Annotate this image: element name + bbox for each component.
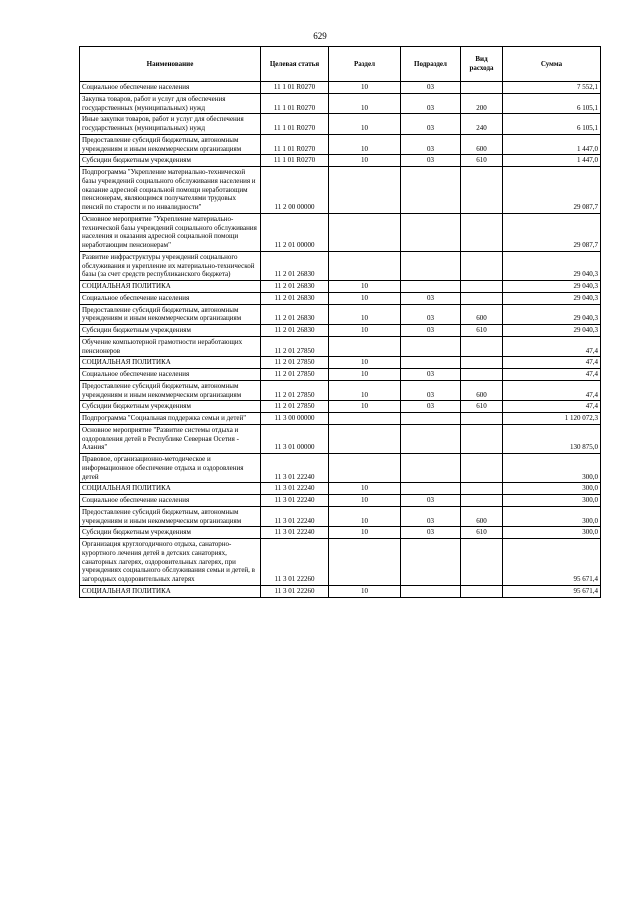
cell-sum: 300,0	[503, 495, 601, 507]
table-row	[80, 401, 601, 413]
cell-name: Правовое, организационно-методическое и информационное обеспечение отдыха и оздоровления детей	[80, 454, 261, 483]
cell-section: 10	[329, 506, 401, 527]
table-row	[80, 336, 601, 357]
cell-expense-type	[461, 336, 503, 357]
table-row	[80, 93, 601, 114]
cell-name: Субсидии бюджетным учреждениям	[80, 155, 261, 167]
cell-name: Социальное обеспечение населения	[80, 292, 261, 304]
cell-name: Предоставление субсидий бюджетным, автономным учреждениям и иным некоммерческим организациям	[80, 304, 261, 325]
cell-sum: 1 447,0	[503, 155, 601, 167]
cell-subsection	[401, 167, 461, 214]
cell-name: Предоставление субсидий бюджетным, автономным учреждениям и иным некоммерческим организациям	[80, 506, 261, 527]
cell-expense-type	[461, 369, 503, 381]
cell-section: 10	[329, 369, 401, 381]
cell-target: 11 3 01 22240	[261, 483, 329, 495]
cell-section: 10	[329, 527, 401, 539]
cell-subsection: 03	[401, 292, 461, 304]
cell-expense-type: 610	[461, 527, 503, 539]
cell-subsection	[401, 539, 461, 586]
cell-subsection: 03	[401, 506, 461, 527]
cell-expense-type	[461, 454, 503, 483]
cell-expense-type	[461, 251, 503, 280]
cell-name: Предоставление субсидий бюджетным, автономным учреждениям и иным некоммерческим организациям	[80, 380, 261, 401]
table-row	[80, 424, 601, 453]
cell-target: 11 3 00 00000	[261, 413, 329, 425]
cell-subsection: 03	[401, 380, 461, 401]
cell-sum: 1 447,0	[503, 134, 601, 155]
cell-sum: 300,0	[503, 506, 601, 527]
cell-section	[329, 167, 401, 214]
cell-sum: 47,4	[503, 357, 601, 369]
cell-target: 11 2 01 27850	[261, 357, 329, 369]
cell-section: 10	[329, 380, 401, 401]
cell-section: 10	[329, 82, 401, 94]
column-header-expense-type: Вид расхода	[461, 47, 503, 82]
cell-target: 11 2 01 27850	[261, 369, 329, 381]
cell-expense-type	[461, 495, 503, 507]
cell-sum: 300,0	[503, 527, 601, 539]
column-header-sum: Сумма	[503, 47, 601, 82]
cell-subsection	[401, 251, 461, 280]
cell-name: Социальное обеспечение населения	[80, 369, 261, 381]
cell-name: Закупка товаров, работ и услуг для обеспечения государственных (муниципальных) нужд	[80, 93, 261, 114]
column-header-subsection: Подраздел	[401, 47, 461, 82]
cell-section	[329, 424, 401, 453]
cell-target: 11 2 01 26830	[261, 325, 329, 337]
table-row	[80, 134, 601, 155]
column-header-section: Раздел	[329, 47, 401, 82]
table-row	[80, 251, 601, 280]
cell-expense-type	[461, 357, 503, 369]
table-row	[80, 213, 601, 251]
cell-section	[329, 539, 401, 586]
cell-sum: 47,4	[503, 336, 601, 357]
budget-table	[79, 46, 601, 598]
cell-section	[329, 413, 401, 425]
cell-name: Предоставление субсидий бюджетным, автономным учреждениям и иным некоммерческим организациям	[80, 134, 261, 155]
cell-expense-type: 610	[461, 325, 503, 337]
cell-subsection	[401, 336, 461, 357]
cell-name: Основное мероприятие "Укрепление материально-технической базы учреждений социального обслуживания населения и оказания адресной социальной помощи неработающим пенсионерам"	[80, 213, 261, 251]
table-row	[80, 539, 601, 586]
cell-subsection	[401, 357, 461, 369]
cell-section: 10	[329, 93, 401, 114]
cell-section: 10	[329, 325, 401, 337]
cell-subsection: 03	[401, 527, 461, 539]
table-row	[80, 304, 601, 325]
cell-target: 11 2 01 26830	[261, 281, 329, 293]
cell-name: Иные закупки товаров, работ и услуг для обеспечения государственных (муниципальных) нужд	[80, 114, 261, 135]
cell-sum: 29 087,7	[503, 167, 601, 214]
cell-section: 10	[329, 483, 401, 495]
cell-target: 11 3 01 22240	[261, 454, 329, 483]
cell-sum: 29 040,3	[503, 251, 601, 280]
table-row	[80, 527, 601, 539]
cell-name: СОЦИАЛЬНАЯ ПОЛИТИКА	[80, 585, 261, 597]
cell-expense-type	[461, 167, 503, 214]
table-row	[80, 82, 601, 94]
cell-subsection: 03	[401, 134, 461, 155]
cell-subsection	[401, 585, 461, 597]
cell-subsection: 03	[401, 304, 461, 325]
cell-target: 11 1 01 R0270	[261, 134, 329, 155]
cell-target: 11 2 01 00000	[261, 213, 329, 251]
cell-name: Субсидии бюджетным учреждениям	[80, 401, 261, 413]
cell-section: 10	[329, 134, 401, 155]
cell-target: 11 2 00 00000	[261, 167, 329, 214]
cell-name: Социальное обеспечение населения	[80, 495, 261, 507]
cell-section	[329, 336, 401, 357]
cell-target: 11 1 01 R0270	[261, 155, 329, 167]
cell-target: 11 1 01 R0270	[261, 114, 329, 135]
cell-sum: 1 120 072,3	[503, 413, 601, 425]
column-header-name: Наименование	[80, 47, 261, 82]
table-row	[80, 413, 601, 425]
cell-expense-type: 600	[461, 380, 503, 401]
cell-expense-type	[461, 424, 503, 453]
cell-expense-type: 610	[461, 401, 503, 413]
cell-subsection: 03	[401, 114, 461, 135]
cell-subsection	[401, 413, 461, 425]
cell-target: 11 1 01 R0270	[261, 82, 329, 94]
cell-name: СОЦИАЛЬНАЯ ПОЛИТИКА	[80, 483, 261, 495]
cell-target: 11 2 01 27850	[261, 336, 329, 357]
cell-name: Субсидии бюджетным учреждениям	[80, 527, 261, 539]
cell-subsection	[401, 454, 461, 483]
cell-section: 10	[329, 155, 401, 167]
cell-sum: 47,4	[503, 369, 601, 381]
cell-expense-type: 600	[461, 506, 503, 527]
cell-section	[329, 213, 401, 251]
cell-sum: 29 040,3	[503, 325, 601, 337]
cell-target: 11 2 01 26830	[261, 292, 329, 304]
cell-sum: 95 671,4	[503, 539, 601, 586]
table-header-row	[80, 47, 601, 82]
table-row	[80, 454, 601, 483]
cell-sum: 300,0	[503, 483, 601, 495]
cell-name: Развитие инфраструктуры учреждений социального обслуживания и укрепление их материально-технической базы (за счет средств республиканского бюджета)	[80, 251, 261, 280]
table-row	[80, 380, 601, 401]
cell-section: 10	[329, 114, 401, 135]
cell-section: 10	[329, 281, 401, 293]
cell-target: 11 3 01 22260	[261, 539, 329, 586]
cell-sum: 95 671,4	[503, 585, 601, 597]
cell-section: 10	[329, 292, 401, 304]
cell-target: 11 3 01 00000	[261, 424, 329, 453]
cell-target: 11 2 01 26830	[261, 251, 329, 280]
table-row	[80, 369, 601, 381]
cell-subsection: 03	[401, 325, 461, 337]
table-row	[80, 357, 601, 369]
cell-expense-type	[461, 281, 503, 293]
cell-target: 11 3 01 22240	[261, 527, 329, 539]
cell-target: 11 3 01 22240	[261, 495, 329, 507]
cell-target: 11 3 01 22260	[261, 585, 329, 597]
table-row	[80, 167, 601, 214]
cell-expense-type: 600	[461, 304, 503, 325]
table-row	[80, 292, 601, 304]
cell-sum: 29 040,3	[503, 292, 601, 304]
table-row	[80, 325, 601, 337]
table-row	[80, 585, 601, 597]
cell-expense-type: 240	[461, 114, 503, 135]
cell-section: 10	[329, 357, 401, 369]
cell-expense-type	[461, 413, 503, 425]
cell-subsection	[401, 213, 461, 251]
cell-expense-type: 600	[461, 134, 503, 155]
cell-expense-type	[461, 539, 503, 586]
cell-section	[329, 454, 401, 483]
cell-name: СОЦИАЛЬНАЯ ПОЛИТИКА	[80, 357, 261, 369]
cell-subsection	[401, 281, 461, 293]
cell-sum: 130 875,0	[503, 424, 601, 453]
cell-expense-type: 610	[461, 155, 503, 167]
cell-name: Подпрограмма "Укрепление материально-технической базы учреждений социального обслуживания населения и оказание адресной социальной помощи неработающим пенсионерам, являющимся получателями трудовых пенсий по старости и по инвалидности"	[80, 167, 261, 214]
cell-section: 10	[329, 304, 401, 325]
cell-sum: 6 105,1	[503, 114, 601, 135]
cell-sum: 47,4	[503, 380, 601, 401]
cell-sum: 29 040,3	[503, 281, 601, 293]
cell-target: 11 2 01 26830	[261, 304, 329, 325]
cell-section: 10	[329, 585, 401, 597]
table-row	[80, 114, 601, 135]
table-row	[80, 495, 601, 507]
cell-name: Подпрограмма "Социальная поддержка семьи и детей"	[80, 413, 261, 425]
cell-target: 11 2 01 27850	[261, 401, 329, 413]
page-number: 629	[313, 31, 327, 41]
cell-expense-type	[461, 82, 503, 94]
cell-target: 11 2 01 27850	[261, 380, 329, 401]
cell-name: Основное мероприятие "Развитие системы отдыха и оздоровления детей в Республике Северная Осетия - Алания"	[80, 424, 261, 453]
cell-section	[329, 251, 401, 280]
cell-subsection: 03	[401, 155, 461, 167]
cell-sum: 7 552,1	[503, 82, 601, 94]
cell-subsection: 03	[401, 82, 461, 94]
cell-subsection: 03	[401, 369, 461, 381]
cell-subsection	[401, 483, 461, 495]
cell-subsection: 03	[401, 401, 461, 413]
cell-name: СОЦИАЛЬНАЯ ПОЛИТИКА	[80, 281, 261, 293]
cell-subsection: 03	[401, 93, 461, 114]
cell-sum: 47,4	[503, 401, 601, 413]
table-row	[80, 155, 601, 167]
cell-sum: 29 040,3	[503, 304, 601, 325]
table-body	[80, 82, 601, 598]
cell-sum: 6 105,1	[503, 93, 601, 114]
cell-expense-type	[461, 213, 503, 251]
cell-expense-type: 200	[461, 93, 503, 114]
cell-name: Социальное обеспечение населения	[80, 82, 261, 94]
cell-section: 10	[329, 495, 401, 507]
cell-target: 11 1 01 R0270	[261, 93, 329, 114]
cell-subsection	[401, 424, 461, 453]
cell-target: 11 3 01 22240	[261, 506, 329, 527]
cell-name: Организация круглогодичного отдыха, санаторно-курортного лечения детей в детских санаториях, санаторных лагерях, оздоровительных лагерях, при учреждениях социального обслуживания семьи и детей, в загородных оздоровительных лагерях	[80, 539, 261, 586]
cell-name: Обучение компьютерной грамотности неработающих пенсионеров	[80, 336, 261, 357]
cell-sum: 29 087,7	[503, 213, 601, 251]
cell-expense-type	[461, 585, 503, 597]
cell-expense-type	[461, 483, 503, 495]
table-row	[80, 483, 601, 495]
cell-section: 10	[329, 401, 401, 413]
cell-sum: 300,0	[503, 454, 601, 483]
cell-name: Субсидии бюджетным учреждениям	[80, 325, 261, 337]
table-row	[80, 506, 601, 527]
cell-subsection: 03	[401, 495, 461, 507]
cell-expense-type	[461, 292, 503, 304]
column-header-target: Целевая статья	[261, 47, 329, 82]
table-row	[80, 281, 601, 293]
